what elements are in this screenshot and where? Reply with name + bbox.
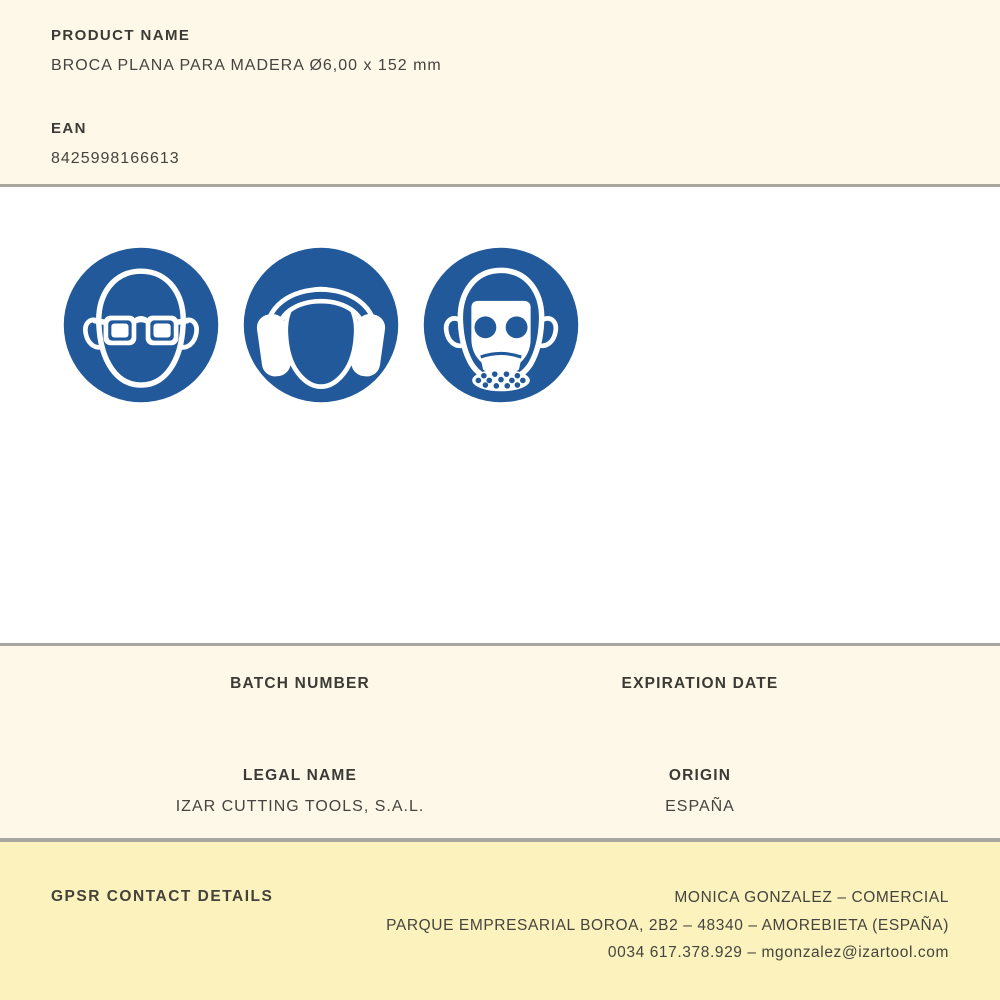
contact-line-phone-email: 0034 617.378.929 – mgonzalez@izartool.com <box>607 944 949 961</box>
legal-name-label: LEGAL NAME <box>242 767 358 784</box>
batch-number-label: BATCH NUMBER <box>230 675 370 692</box>
ean-label: EAN <box>51 120 87 137</box>
legal-name-value: IZAR CUTTING TOOLS, S.A.L. <box>175 798 425 815</box>
details-grid <box>100 675 900 816</box>
contact-line-name-role: MONICA GONZALEZ – COMERCIAL <box>674 889 949 906</box>
origin-label: ORIGIN <box>668 767 732 784</box>
ean-value: 8425998166613 <box>51 150 180 167</box>
contact-line-address: PARQUE EMPRESARIAL BOROA, 2B2 – 48340 – AMOREBIETA (ESPAÑA) <box>386 916 949 934</box>
ear-protection-icon <box>243 247 399 403</box>
expiration-date-cell <box>500 675 900 693</box>
product-name-label: PRODUCT NAME <box>51 27 191 44</box>
eye-protection-icon <box>63 247 219 403</box>
gpsr-contact-section <box>0 842 1000 1000</box>
origin-value: ESPAÑA <box>665 798 735 815</box>
safety-icons-section <box>0 187 1000 643</box>
product-name-value: BROCA PLANA PARA MADERA Ø6,00 x 152 mm <box>51 57 442 74</box>
product-details-section <box>0 646 1000 838</box>
product-header-section <box>0 0 1000 184</box>
respiratory-protection-icon <box>423 247 579 403</box>
safety-icons-row <box>63 247 1000 403</box>
batch-number-cell <box>100 675 500 693</box>
legal-name-cell <box>100 767 500 816</box>
origin-cell <box>500 767 900 816</box>
expiration-date-label: EXPIRATION DATE <box>621 675 779 692</box>
gpsr-contact-lines <box>386 884 949 967</box>
gpsr-contact-label: GPSR CONTACT DETAILS <box>51 888 274 905</box>
